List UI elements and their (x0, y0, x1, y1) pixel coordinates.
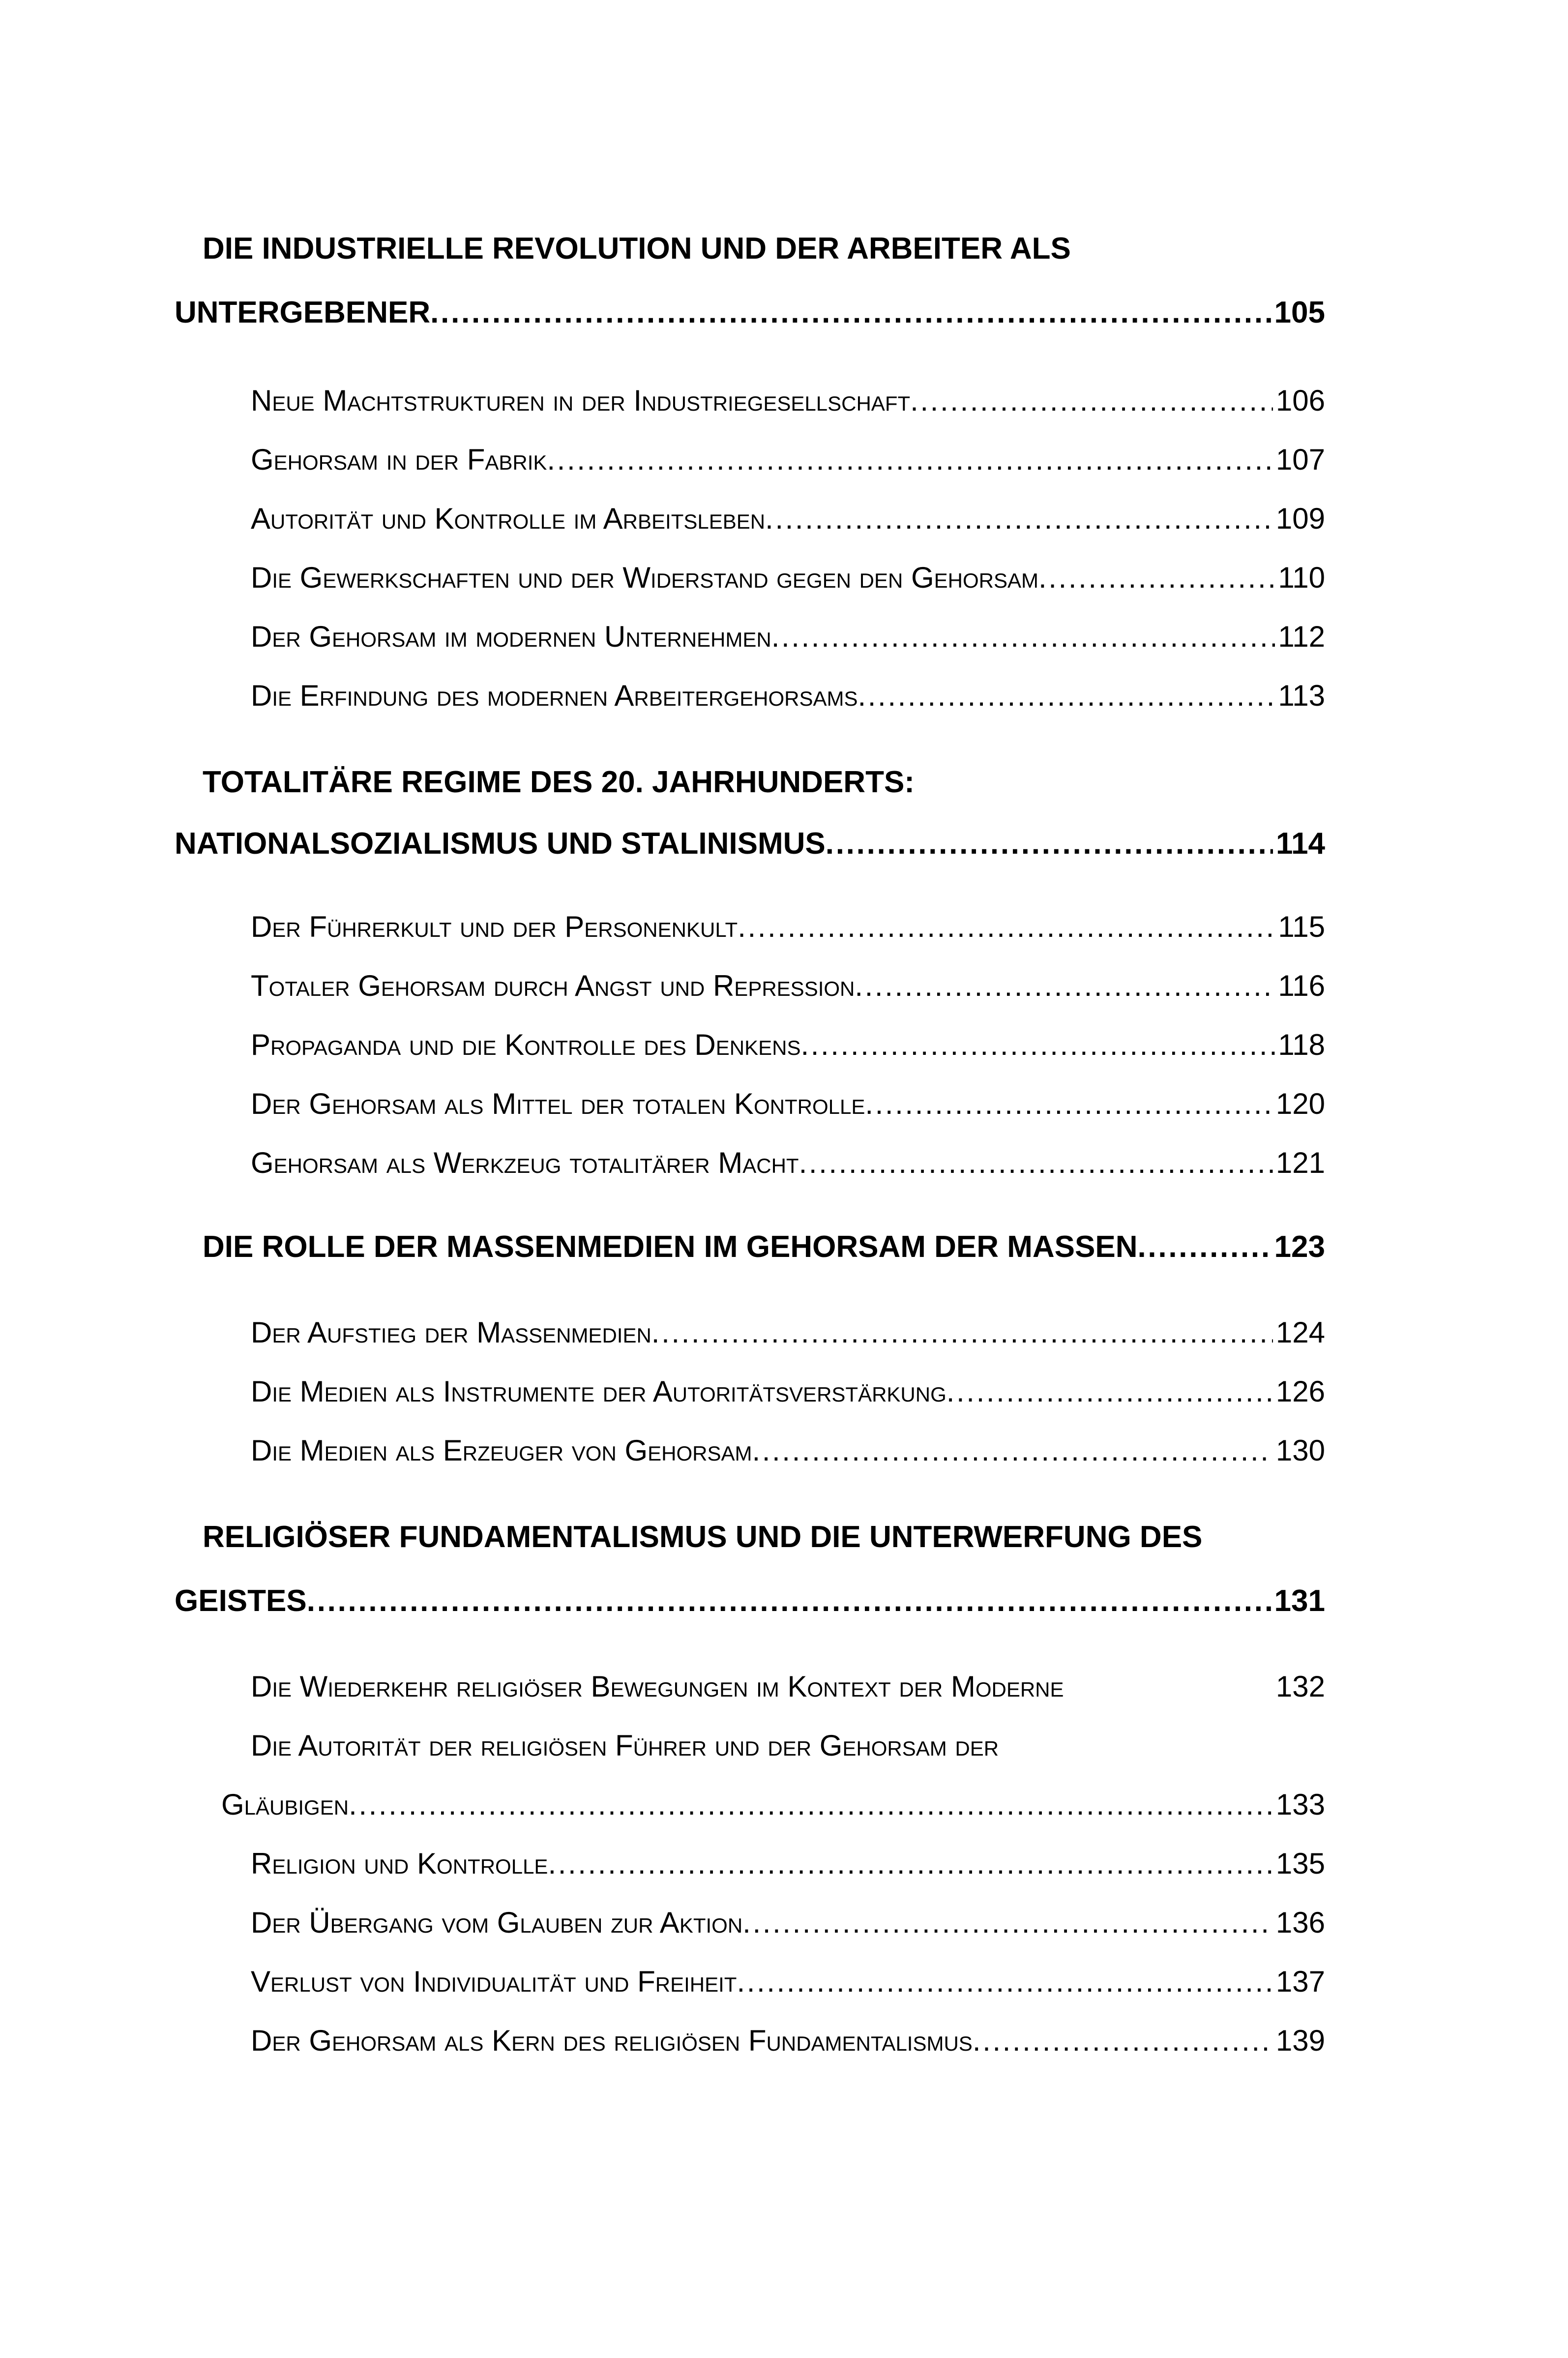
toc-entry-title: Propaganda und die Kontrolle des Denkens (251, 1028, 801, 1061)
toc-entry[interactable] (251, 1087, 1325, 1126)
dot-leader (973, 2024, 1273, 2058)
dot-leader (855, 969, 1275, 1003)
toc-entry-title: Der Gehorsam als Kern des religiösen Fundamentalismus (251, 2024, 973, 2057)
toc-entry[interactable] (251, 1906, 1325, 1945)
toc-page-number: 124 (1275, 1316, 1325, 1349)
dot-leader (651, 1315, 1273, 1349)
toc-entry[interactable] (251, 910, 1325, 949)
toc-entry[interactable] (251, 1433, 1325, 1473)
toc-page-number: 131 (1274, 1584, 1325, 1618)
toc-entry-title: Der Gehorsam im modernen Unternehmen (251, 620, 771, 653)
toc-page-number: 130 (1275, 1434, 1325, 1467)
toc-entry-title: Die Medien als Erzeuger von Gehorsam (251, 1434, 752, 1467)
toc-entry-title: Die Medien als Instrumente der Autoritätsverstärkung (251, 1375, 947, 1408)
dot-leader (910, 384, 1273, 418)
toc-heading-line: TOTALITÄRE REGIME DES 20. JAHRHUNDERTS: (203, 765, 915, 799)
dot-leader (1137, 1229, 1271, 1264)
toc-entry-title: Die Gewerkschaften und der Widerstand gegen den Gehorsam (251, 561, 1039, 594)
toc-heading-line: RELIGIÖSER FUNDAMENTALISMUS UND DIE UNTERWERFUNG DES (203, 1520, 1203, 1554)
toc-entry-title: Der Übergang vom Glauben zur Aktion (251, 1906, 743, 1939)
toc-page-number: 118 (1278, 1028, 1325, 1061)
toc-page-number: 133 (1275, 1788, 1325, 1821)
toc-entry[interactable] (251, 1847, 1325, 1886)
toc-page-number: 116 (1278, 969, 1325, 1002)
dot-leader (548, 1847, 1272, 1880)
toc-entry[interactable] (251, 561, 1325, 600)
toc-page-number: 115 (1278, 910, 1325, 943)
dot-leader (737, 1965, 1272, 1999)
dot-leader (947, 1374, 1273, 1408)
toc-entry-title: Der Aufstieg der Massenmedien (251, 1316, 651, 1349)
dot-leader (752, 1433, 1273, 1467)
toc-page-number: 110 (1278, 561, 1325, 594)
toc-entry-title: Gehorsam in der Fabrik (251, 443, 547, 476)
toc-page-number: 106 (1275, 384, 1325, 417)
toc-entry[interactable] (251, 620, 1325, 659)
toc-page-number: 126 (1275, 1375, 1325, 1408)
toc-entry-title: Gläubigen (221, 1788, 349, 1821)
toc-entry-title-line[interactable]: Die Autorität der religiösen Führer und der Gehorsam der (251, 1729, 999, 1762)
toc-entry-title: Gehorsam als Werkzeug totalitärer Macht (251, 1146, 799, 1179)
toc-page-number: 107 (1275, 443, 1325, 476)
toc-page-number: 135 (1275, 1847, 1325, 1880)
dot-leader (799, 1146, 1273, 1180)
dot-leader (765, 502, 1273, 536)
toc-heading-entry[interactable] (203, 1229, 1325, 1271)
toc-page-number: 113 (1278, 679, 1325, 712)
toc-page-number: 132 (1275, 1670, 1325, 1703)
toc-entry[interactable] (251, 1670, 1325, 1709)
toc-heading-title: NATIONALSOZIALISMUS UND STALINISMUS (175, 827, 826, 861)
toc-page-number: 105 (1274, 296, 1325, 329)
toc-entry-title: Der Gehorsam als Mittel der totalen Kontrolle (251, 1087, 865, 1120)
toc-entry[interactable] (251, 2024, 1325, 2063)
toc-heading-line: DIE INDUSTRIELLE REVOLUTION UND DER ARBEITER ALS (203, 232, 1071, 266)
toc-entry[interactable] (251, 679, 1325, 718)
dot-leader (858, 679, 1275, 713)
toc-heading-entry[interactable] (175, 826, 1325, 867)
dot-leader (547, 443, 1272, 477)
toc-entry-title: Der Führerkult und der Personenkult (251, 910, 738, 943)
toc-entry[interactable] (251, 1028, 1325, 1067)
toc-page-number: 137 (1275, 1965, 1325, 1998)
toc-page-number: 121 (1275, 1146, 1325, 1179)
toc-page-number: 120 (1275, 1087, 1325, 1120)
toc-entry[interactable] (251, 502, 1325, 541)
toc-page-number: 109 (1275, 502, 1325, 535)
dot-leader (430, 295, 1271, 330)
dot-leader (865, 1087, 1273, 1121)
dot-leader (800, 1028, 1275, 1062)
toc-entry-title: Autorität und Kontrolle im Arbeitsleben (251, 502, 766, 535)
toc-page-number: 136 (1275, 1906, 1325, 1939)
toc-heading-title: GEISTES (175, 1584, 307, 1618)
toc-entry-title: Religion und Kontrolle (251, 1847, 548, 1880)
toc-heading-entry[interactable] (175, 1583, 1325, 1625)
toc-entry[interactable] (251, 1374, 1325, 1414)
toc-page-number: 139 (1275, 2024, 1325, 2057)
toc-page-number: 123 (1274, 1230, 1325, 1264)
dot-leader (349, 1788, 1273, 1821)
toc-entry-title: Totaler Gehorsam durch Angst und Repression (251, 969, 855, 1002)
toc-entry[interactable] (251, 1965, 1325, 2004)
toc-entry[interactable] (251, 1315, 1325, 1355)
toc-entry-title: Neue Machtstrukturen in der Industriegesellschaft (251, 384, 911, 417)
dot-leader (307, 1583, 1272, 1618)
toc-entry[interactable] (251, 1146, 1325, 1185)
toc-entry[interactable] (251, 443, 1325, 482)
toc-entry-title: Die Wiederkehr religiöser Bewegungen im Kontext der Moderne (251, 1670, 1064, 1703)
toc-entry-title: Verlust von Individualität und Freiheit (251, 1965, 737, 1998)
toc-heading-title: DIE ROLLE DER MASSENMEDIEN IM GEHORSAM DER MASSEN (203, 1230, 1138, 1264)
toc-page-number: 114 (1275, 827, 1325, 861)
toc-entry[interactable] (251, 969, 1325, 1008)
toc-entry[interactable] (251, 384, 1325, 423)
dot-leader (771, 620, 1275, 654)
dot-leader (826, 826, 1273, 861)
dot-leader (738, 910, 1275, 944)
toc-page-number: 112 (1278, 620, 1325, 653)
dot-leader (1038, 561, 1275, 595)
toc-entry-title: Die Erfindung des modernen Arbeitergehorsams (251, 679, 858, 712)
toc-heading-title: UNTERGEBENER (175, 296, 431, 329)
toc-heading-entry[interactable] (175, 295, 1325, 336)
toc-entry[interactable] (221, 1788, 1325, 1827)
dot-leader (742, 1906, 1273, 1940)
